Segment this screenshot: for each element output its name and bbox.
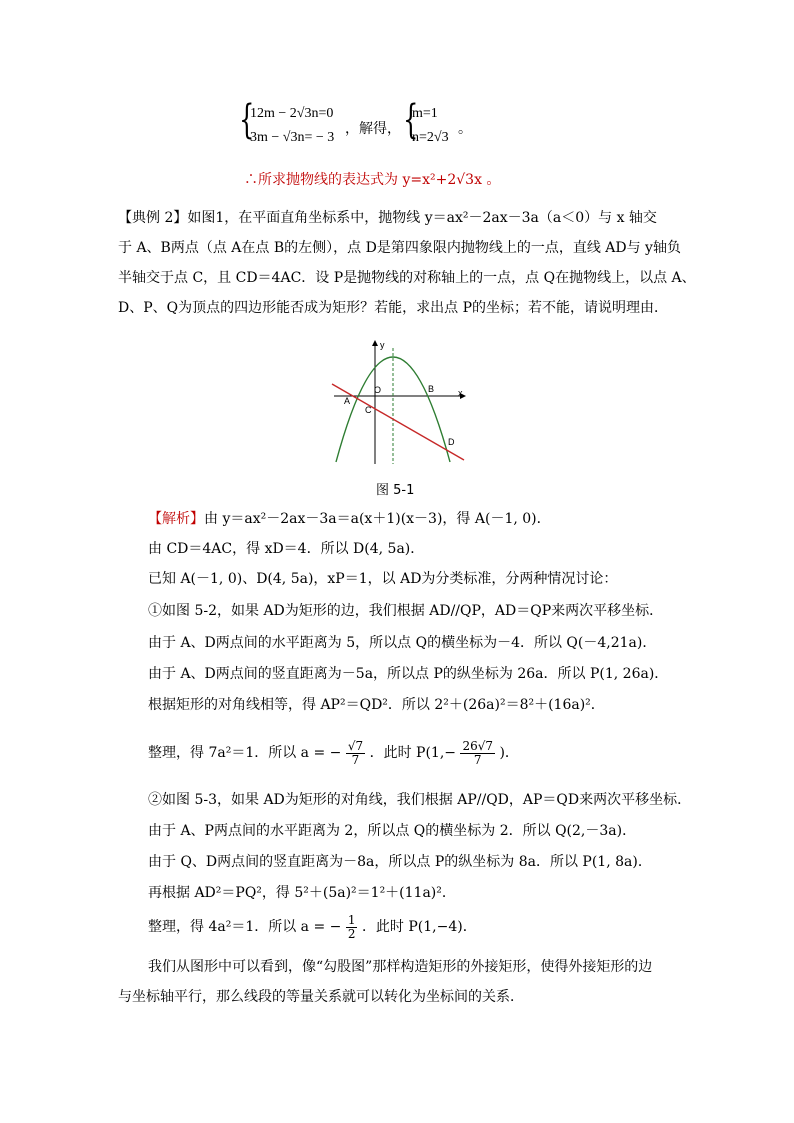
fraction-numerator-2: 26√7 bbox=[462, 738, 494, 753]
figure-5-1 bbox=[330, 338, 470, 468]
solution-head: 【解析】 bbox=[148, 511, 204, 527]
summary-line-1: 我们从图形中可以看到，像“勾股图”那样构造矩形的外接矩形，使得外接矩形的边 bbox=[148, 959, 653, 975]
solution-text-8a: 整理，得 7a²＝1．所以 a = − bbox=[148, 745, 342, 761]
left-brace: { bbox=[239, 97, 255, 143]
system-eq2: 3m − √3n= − 3 bbox=[250, 130, 335, 145]
example-line-2: 于 A、B两点（点 A在点 B的左侧），点 D是第四象限内抛物线上的一点，直线 AD与 y轴负 bbox=[118, 240, 681, 256]
label-a: A bbox=[344, 396, 351, 406]
fraction-numerator: √7 bbox=[347, 738, 364, 753]
solution-line-13 bbox=[148, 912, 477, 942]
fraction-denominator: 7 bbox=[351, 752, 360, 767]
label-x: x bbox=[458, 388, 463, 398]
line-ad bbox=[332, 384, 464, 460]
system-eq1: 12m − 2√3n=0 bbox=[250, 106, 334, 121]
solution-n: n=2√3 bbox=[412, 130, 449, 145]
solution-m: m=1 bbox=[412, 106, 438, 121]
solution-line-4: ①如图 5-2，如果 AD为矩形的边，我们根据 AD//QP，AD＝QP来两次平移坐标． bbox=[148, 603, 664, 619]
solution-text-13a: 整理，得 4a²＝1．所以 a = − bbox=[148, 919, 342, 935]
solution-line-9: ②如图 5-3，如果 AD为矩形的对角线，我们根据 AP//QD，AP＝QD来两次平移坐标． bbox=[148, 792, 692, 808]
fraction-26sqrt7-over-7 bbox=[460, 740, 495, 767]
solution-text-1: 由 y＝ax²－2ax－3a＝a(x＋1)(x－3)，得 A(－1, 0)． bbox=[204, 511, 551, 527]
solution-line-5: 由于 A、D两点间的水平距离为 5，所以点 Q的横坐标为－4．所以 Q(－4,21a)． bbox=[148, 635, 657, 651]
figure-caption: 图 5-1 bbox=[376, 483, 415, 498]
fraction-denominator-2: 7 bbox=[473, 752, 482, 767]
solution-line-12: 再根据 AD²＝PQ²，得 5²＋(5a)²＝1²＋(11a)²． bbox=[148, 885, 456, 901]
label-o: O bbox=[374, 385, 382, 395]
label-c: C bbox=[365, 405, 372, 415]
right-brace: { bbox=[403, 97, 419, 143]
solution-line-2: 由 CD＝4AC，得 xD＝4．所以 D(4, 5a)． bbox=[148, 541, 425, 557]
solution-text-8c: )． bbox=[499, 745, 519, 761]
solution-line-6: 由于 A、D两点间的竖直距离为－5a，所以点 P的纵坐标为 26a．所以 P(1, 26a)． bbox=[148, 666, 669, 682]
label-d: D bbox=[448, 437, 455, 447]
example-line-1: 【典例 2】如图1，在平面直角坐标系中，抛物线 y＝ax²－2ax－3a（a＜0）与 x 轴交 bbox=[118, 210, 657, 226]
example-line-4: D、P、Q为顶点的四边形能否成为矩形？若能，求出点 P的坐标；若不能，请说明理由． bbox=[118, 300, 668, 316]
solution-line-11: 由于 Q、D两点间的竖直距离为－8a，所以点 P的纵坐标为 8a．所以 P(1, 8a)． bbox=[148, 854, 652, 870]
conclusion-line: ∴所求抛物线的表达式为 y=x²+2√3x 。 bbox=[244, 172, 501, 188]
fraction-sqrt7-over-7 bbox=[346, 740, 365, 767]
solve-label: ，解得， bbox=[345, 122, 401, 137]
solution-line-1 bbox=[148, 509, 551, 529]
solution-line-3: 已知 A(－1, 0)、D(4, 5a)，xP＝1，以 AD为分类标准，分两种情况讨论： bbox=[148, 571, 618, 587]
y-axis-arrow bbox=[372, 340, 378, 346]
solution-text-8b: ．此时 P(1,− bbox=[369, 745, 456, 761]
solution-text-13b: ．此时 P(1,−4)． bbox=[361, 919, 477, 935]
solution-line-7: 根据矩形的对角线相等，得 AP²＝QD²．所以 2²＋(26a)²＝8²＋(16a)²． bbox=[148, 697, 605, 713]
solution-line-8 bbox=[148, 737, 519, 769]
fraction-numerator-3: 1 bbox=[347, 912, 356, 927]
label-b: B bbox=[428, 384, 435, 394]
fraction-denominator-3: 2 bbox=[347, 926, 356, 941]
summary-line-2: 与坐标轴平行，那么线段的等量关系就可以转化为坐标间的关系． bbox=[118, 989, 524, 1005]
fraction-1-over-2 bbox=[346, 914, 358, 941]
example-line-3: 半轴交于点 C，且 CD＝4AC．设 P是抛物线的对称轴上的一点，点 Q在抛物线上，以点 A、 bbox=[118, 270, 696, 286]
solution-line-10: 由于 A、P两点间的水平距离为 2，所以点 Q的横坐标为 2．所以 Q(2,－3a)． bbox=[148, 823, 637, 839]
label-y: y bbox=[380, 340, 385, 350]
system-end: 。 bbox=[458, 122, 472, 137]
